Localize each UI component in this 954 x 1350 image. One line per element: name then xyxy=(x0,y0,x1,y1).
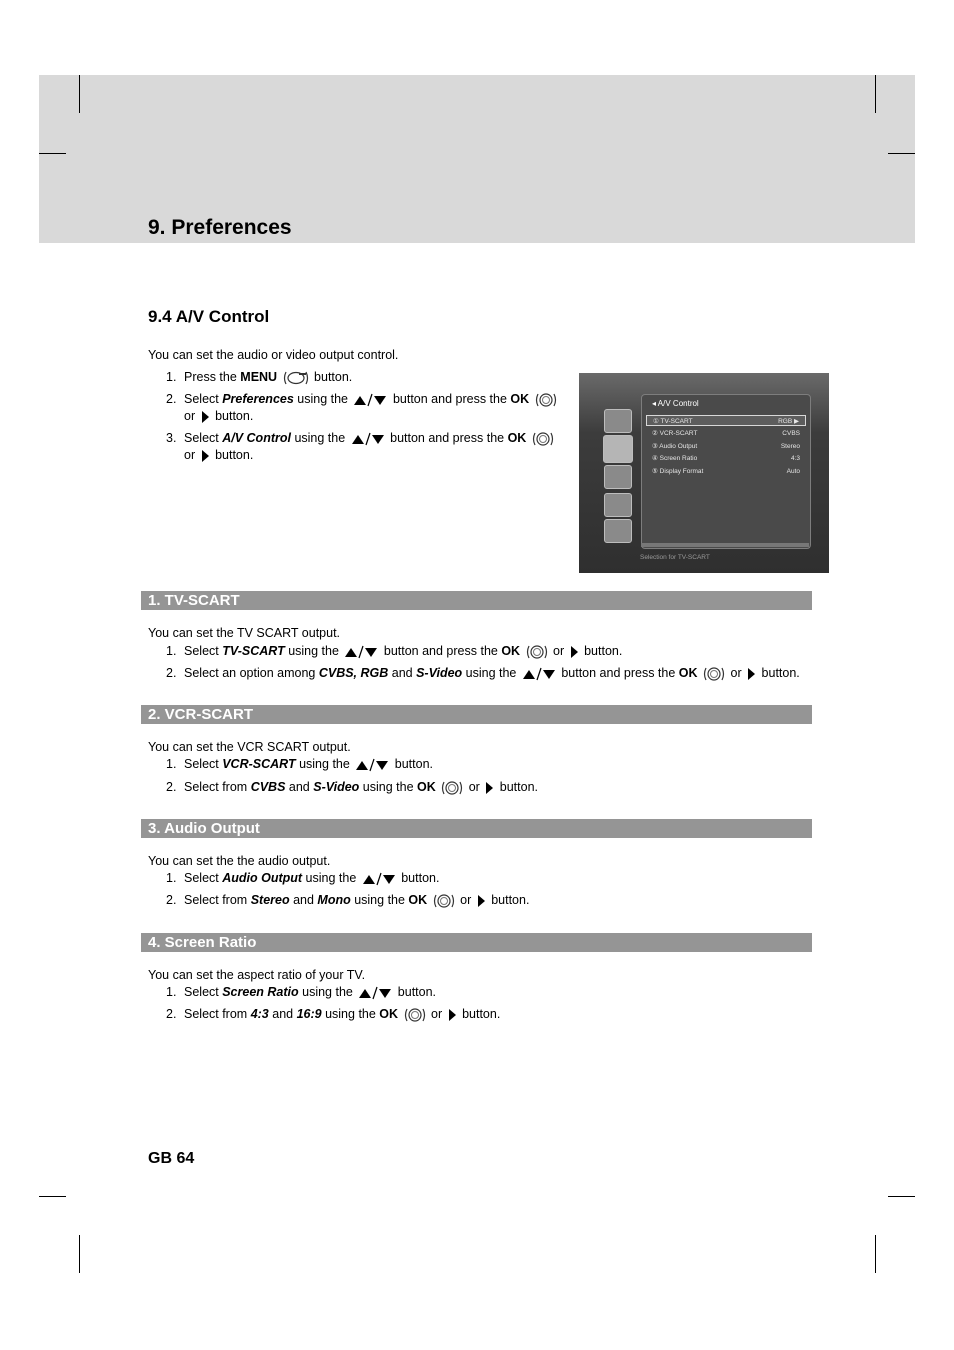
crop-mark xyxy=(888,153,915,154)
chapter-title: 9. Preferences xyxy=(148,216,292,239)
ok-button-icon xyxy=(535,392,557,408)
osd-row-audio-output: ③ Audio Output Stereo xyxy=(652,443,800,450)
osd-tab-installation-icon xyxy=(604,409,632,433)
section-step: 1. Select Audio Output using the button. xyxy=(166,871,440,885)
osd-panel xyxy=(641,394,811,549)
osd-row-display-format: ⑤ Display Format Auto xyxy=(652,468,800,475)
osd-tab-info-icon xyxy=(604,519,632,543)
right-arrow-icon xyxy=(477,895,486,907)
section-title: 9.4 A/V Control xyxy=(148,307,270,326)
osd-sidebar xyxy=(601,401,635,551)
section-step: 1. Select TV-SCART using the button and press the OK or button. xyxy=(166,644,623,658)
right-arrow-icon xyxy=(448,1009,457,1021)
osd-tab-preferences-icon xyxy=(603,435,633,463)
osd-screenshot xyxy=(579,373,829,573)
section-bar-vcr-scart: 2. VCR-SCART xyxy=(141,705,812,724)
up-down-arrow-icon xyxy=(351,432,385,446)
osd-tab-organizing-icon xyxy=(604,465,632,489)
intro-text: You can set the audio or video output control. xyxy=(148,348,399,362)
ok-button-icon xyxy=(526,644,548,660)
up-down-arrow-icon xyxy=(522,667,556,681)
ok-button-icon xyxy=(404,1007,426,1023)
section-bar-audio-output: 3. Audio Output xyxy=(141,819,812,838)
right-arrow-icon xyxy=(201,411,210,423)
right-arrow-icon xyxy=(747,668,756,680)
crop-mark xyxy=(39,1196,66,1197)
crop-mark xyxy=(79,1235,80,1273)
crop-mark xyxy=(875,1235,876,1273)
right-arrow-icon xyxy=(485,782,494,794)
intro-step-1: 1. Press the MENU button. xyxy=(166,370,353,384)
ok-button-icon xyxy=(441,780,463,796)
up-down-arrow-icon xyxy=(353,393,387,407)
section-step: 2. Select from 4:3 and 16:9 using the OK or button. xyxy=(166,1007,501,1021)
section-desc: You can set the VCR SCART output. xyxy=(148,740,351,754)
page-number: GB 64 xyxy=(148,1150,195,1167)
intro-step-2: 2. Select Preferences using the button and press the OK or button. xyxy=(184,391,564,425)
up-down-arrow-icon xyxy=(358,986,392,1000)
osd-row-tv-scart: ① TV-SCART RGB ▶ xyxy=(646,415,806,426)
osd-title: ◂ A/V Control xyxy=(652,399,699,408)
section-desc: You can set the the audio output. xyxy=(148,854,331,868)
ok-button-icon xyxy=(532,431,554,447)
osd-bottom-bar xyxy=(641,543,809,547)
osd-row-vcr-scart: ② VCR-SCART CVBS xyxy=(652,430,800,437)
up-down-arrow-icon xyxy=(362,872,396,886)
crop-mark xyxy=(79,75,80,113)
osd-row-screen-ratio: ④ Screen Ratio 4:3 xyxy=(652,455,800,462)
section-step: 2. Select an option among CVBS, RGB and S-Video using the button and press the OK or button. xyxy=(166,666,800,680)
section-desc: You can set the TV SCART output. xyxy=(148,626,341,640)
up-down-arrow-icon xyxy=(355,758,389,772)
section-bar-screen-ratio: 4. Screen Ratio xyxy=(141,933,812,952)
right-arrow-icon xyxy=(570,646,579,658)
ok-button-icon xyxy=(433,893,455,909)
ok-button-icon xyxy=(703,666,725,682)
right-arrow-icon xyxy=(201,450,210,462)
section-step: 2. Select from CVBS and S-Video using the OK or button. xyxy=(166,780,538,794)
section-desc: You can set the aspect ratio of your TV. xyxy=(148,968,366,982)
up-down-arrow-icon xyxy=(344,645,378,659)
intro-step-3: 3. Select A/V Control using the button and press the OK or button. xyxy=(184,430,564,464)
section-step: 1. Select Screen Ratio using the button. xyxy=(166,985,437,999)
crop-mark xyxy=(888,1196,915,1197)
osd-tab-timer-icon xyxy=(604,493,632,517)
section-bar-tv-scart: 1. TV-SCART xyxy=(141,591,812,610)
crop-mark xyxy=(875,75,876,113)
section-step: 1. Select VCR-SCART using the button. xyxy=(166,757,433,771)
menu-button-icon xyxy=(283,370,309,386)
osd-status: Selection for TV-SCART xyxy=(640,554,710,561)
crop-mark xyxy=(39,153,66,154)
section-step: 2. Select from Stereo and Mono using the OK or button. xyxy=(166,893,530,907)
